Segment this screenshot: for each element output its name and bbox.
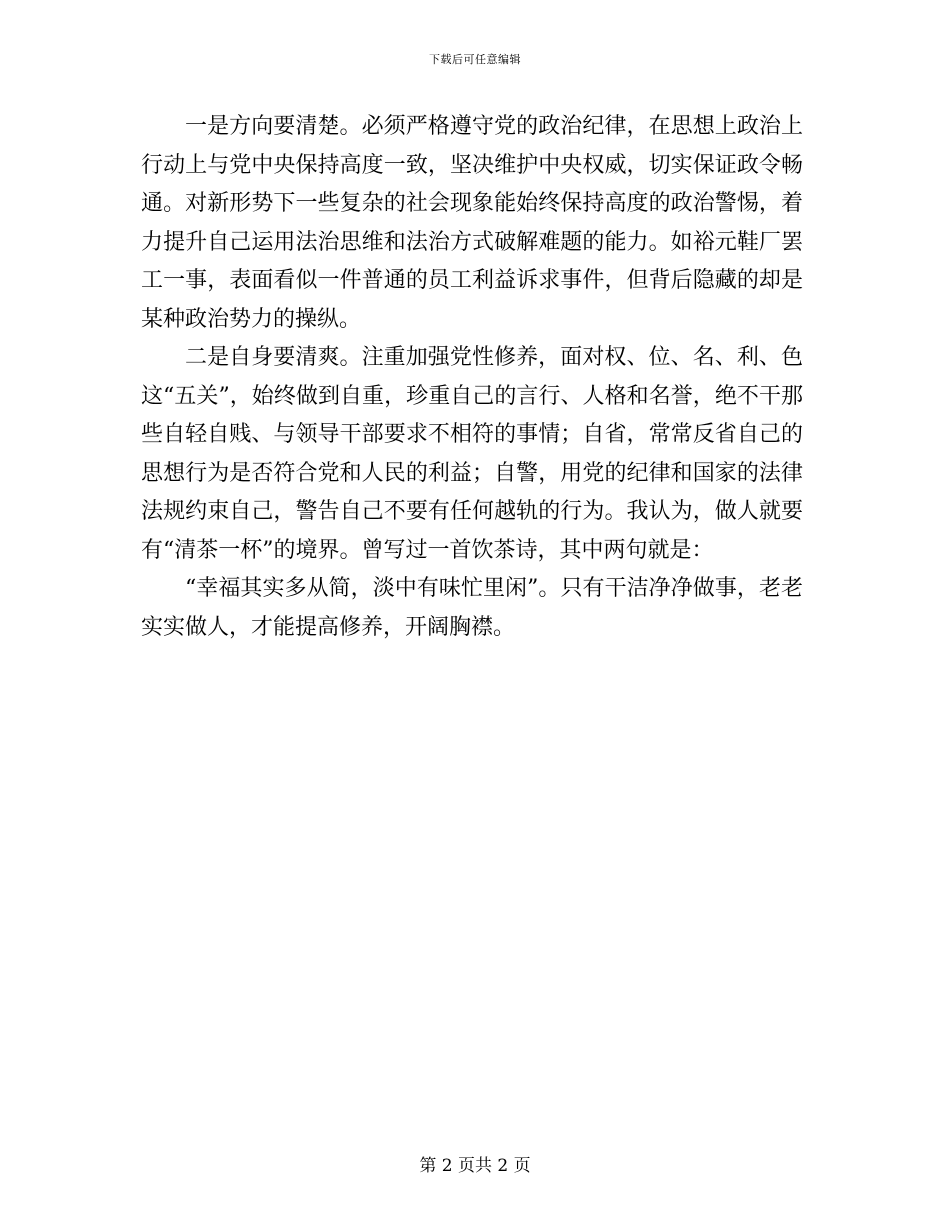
paragraph-direction: 一是方向要清楚。必须严格遵守党的政治纪律，在思想上政治上行动上与党中央保持高度一致，坚决维护中央权威，切实保证政令畅通。对新形势下一些复杂的社会现象能始终保持高度的政治警惕，着力提升自己运用法治思维和法治方式破解难题的能力。如裕元鞋厂罢工一事，表面看似一件普通的员工利益诉求事件，但背后隐藏的却是某种政治势力的操纵。 [141, 114, 803, 332]
document-body [141, 108, 803, 647]
page-number: 第 2 页共 2 页 [419, 1156, 531, 1176]
paragraph-quote: “幸福其实多从简，淡中有味忙里闲”。只有干洁净净做事，老老实实做人，才能提高修养，开阔胸襟。 [141, 576, 803, 640]
page-header: 下载后可任意编辑 [429, 53, 521, 66]
paragraph-self-discipline: 二是自身要清爽。注重加强党性修养，面对权、位、名、利、色这“五关”，始终做到自重，珍重自己的言行、人格和名誉，绝不干那些自轻自贱、与领导干部要求不相符的事情；自省，常常反省自己的思想行为是否符合党和人民的利益；自警，用党的纪律和国家的法律法规约束自己，警告自己不要有任何越轨的行为。我认为，做人就要有“清茶一杯”的境界。曾写过一首饮茶诗，其中两句就是： [141, 345, 803, 563]
